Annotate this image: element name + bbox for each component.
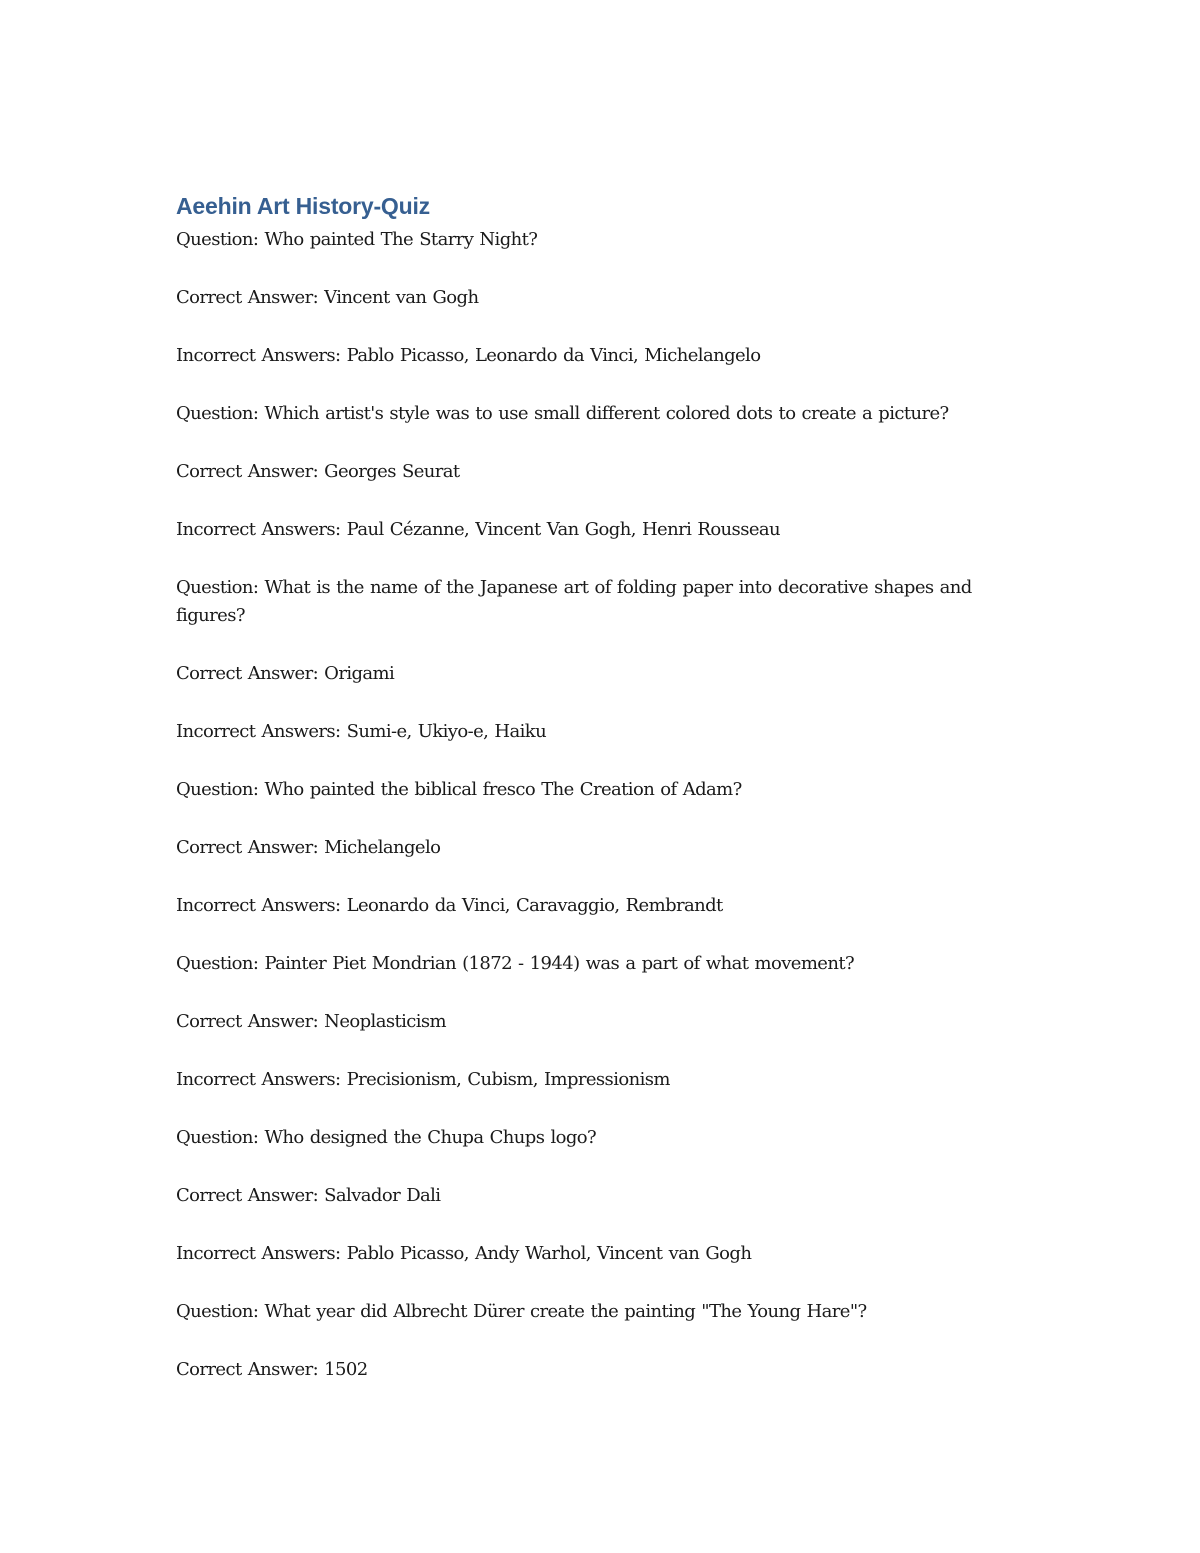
- incorrect-answers-2: Incorrect Answers: Paul Cézanne, Vincent Van Gogh, Henri Rousseau: [176, 519, 781, 540]
- question-4: Question: Who painted the biblical fresco The Creation of Adam?: [176, 779, 742, 800]
- incorrect-answers-1: Incorrect Answers: Pablo Picasso, Leonardo da Vinci, Michelangelo: [176, 345, 761, 366]
- question-6: Question: Who designed the Chupa Chups logo?: [176, 1127, 597, 1148]
- correct-answer-7: Correct Answer: 1502: [176, 1359, 368, 1380]
- question-5: Question: Painter Piet Mondrian (1872 - 1944) was a part of what movement?: [176, 953, 855, 974]
- incorrect-answers-4: Incorrect Answers: Leonardo da Vinci, Caravaggio, Rembrandt: [176, 895, 723, 916]
- incorrect-answers-5: Incorrect Answers: Precisionism, Cubism, Impressionism: [176, 1069, 670, 1090]
- question-3: Question: What is the name of the Japanese art of folding paper into decorative shapes and figures?: [176, 577, 972, 626]
- document-body: [176, 190, 1026, 1414]
- question-1: Question: Who painted The Starry Night?: [176, 229, 538, 250]
- question-7: Question: What year did Albrecht Dürer create the painting "The Young Hare"?: [176, 1301, 867, 1322]
- correct-answer-5: Correct Answer: Neoplasticism: [176, 1011, 447, 1032]
- correct-answer-3: Correct Answer: Origami: [176, 663, 395, 684]
- correct-answer-6: Correct Answer: Salvador Dali: [176, 1185, 441, 1206]
- incorrect-answers-3: Incorrect Answers: Sumi-e, Ukiyo-e, Haiku: [176, 721, 547, 742]
- correct-answer-4: Correct Answer: Michelangelo: [176, 837, 441, 858]
- question-2: Question: Which artist's style was to use small different colored dots to create a picture?: [176, 403, 949, 424]
- incorrect-answers-6: Incorrect Answers: Pablo Picasso, Andy Warhol, Vincent van Gogh: [176, 1243, 752, 1264]
- document-title: Aeehin Art History-Quiz: [176, 193, 430, 219]
- correct-answer-2: Correct Answer: Georges Seurat: [176, 461, 460, 482]
- correct-answer-1: Correct Answer: Vincent van Gogh: [176, 287, 479, 308]
